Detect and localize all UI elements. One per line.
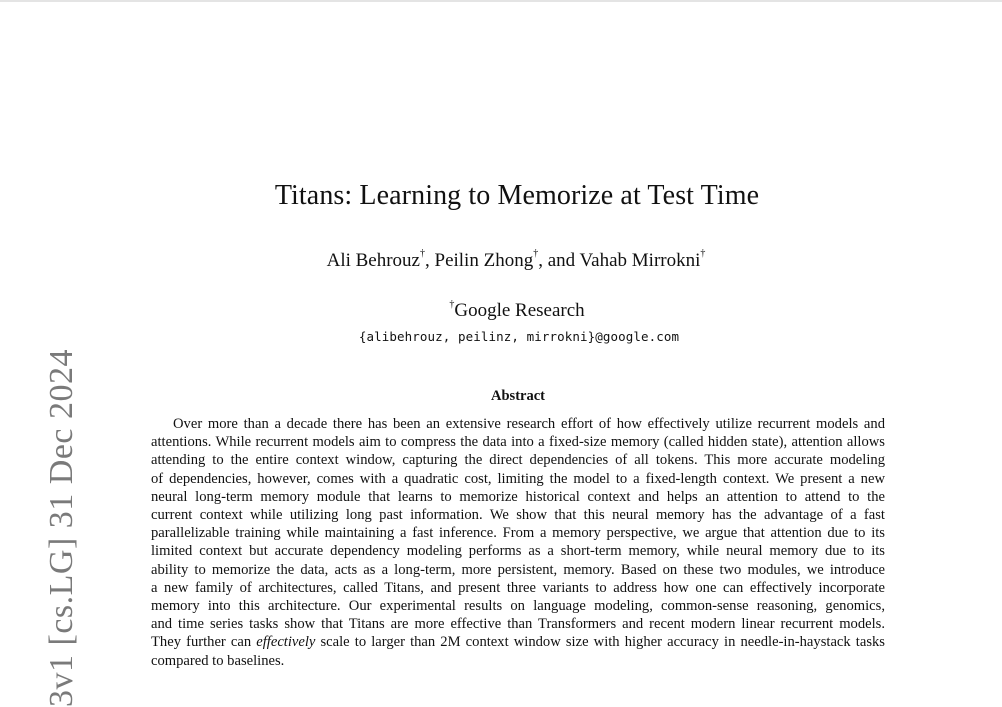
author-name: Peilin Zhong (434, 250, 534, 271)
abstract-heading: Abstract (491, 388, 545, 404)
author-separator: , (425, 250, 435, 271)
abstract-line: and time series tasks show that Titans are more effective than Transformers and recent modern linear recurrent models. (151, 616, 885, 633)
affiliation-name: Google Research (454, 300, 585, 321)
author-list (0, 248, 1002, 274)
abstract-line: current context while utilizing long past information. We show that this neural memory has the advantage of a fast (151, 507, 885, 524)
author-affiliation-mark: † (420, 247, 425, 259)
page-top-border (0, 0, 1002, 2)
abstract-line: a new family of architectures, called Titans, and present three variants to address how one can effectively incorporate (151, 579, 885, 596)
author-separator: , and (538, 250, 580, 271)
abstract-line (151, 633, 885, 651)
abstract-line: attentions. While recurrent models aim to compress the data into a fixed-size memory (called hidden state), attention allows (151, 434, 885, 451)
abstract-body (151, 415, 885, 670)
abstract-text-segment: scale to larger than 2M context window size with higher accuracy in needle-in-haystack tasks (315, 634, 885, 651)
abstract-line: memory into this architecture. Our experimental results on language modeling, common-sense reasoning, genomics, (151, 598, 885, 615)
abstract-emphasis: effectively (256, 634, 316, 651)
abstract-line: limited context but accurate dependency modeling performs as a short-term memory, while neural memory due to its (151, 543, 885, 560)
author-affiliation-mark: † (700, 247, 706, 259)
paper-title: Titans: Learning to Memorize at Test Time (274, 180, 760, 211)
abstract-line: compared to baselines. (151, 652, 285, 669)
author-name: Ali Behrouz (326, 250, 420, 271)
abstract-line: attending to the entire context window, capturing the direct dependencies of all tokens. This more accurate modeling (151, 452, 885, 469)
author-name: Vahab Mirrokni (579, 250, 701, 271)
arxiv-identifier-stamp: 3v1 [cs.LG] 31 Dec 2024 (43, 348, 80, 707)
abstract-text-segment: They further can (151, 634, 257, 651)
author-affiliation-mark: † (533, 247, 539, 259)
affiliation-mark: † (449, 298, 455, 310)
abstract-line: neural long-term memory module that learns to memorize historical context and helps an attention to attend to the (151, 488, 885, 505)
affiliation (0, 298, 1002, 324)
abstract-line: ability to memorize the data, acts as a long-term, more persistent, memory. Based on these two modules, we introduce (151, 561, 885, 578)
abstract-line: Over more than a decade there has been an extensive research effort of how effectively utilize recurrent models and (173, 416, 885, 432)
abstract-line: parallelizable training while maintaining a fast inference. From a memory perspective, we argue that attention due to its (151, 525, 885, 542)
abstract-line: of dependencies, however, comes with a quadratic cost, limiting the model to a fixed-length context. We present a new (151, 470, 885, 487)
author-emails: {alibehrouz, peilinz, mirrokni}@google.com (358, 329, 680, 344)
